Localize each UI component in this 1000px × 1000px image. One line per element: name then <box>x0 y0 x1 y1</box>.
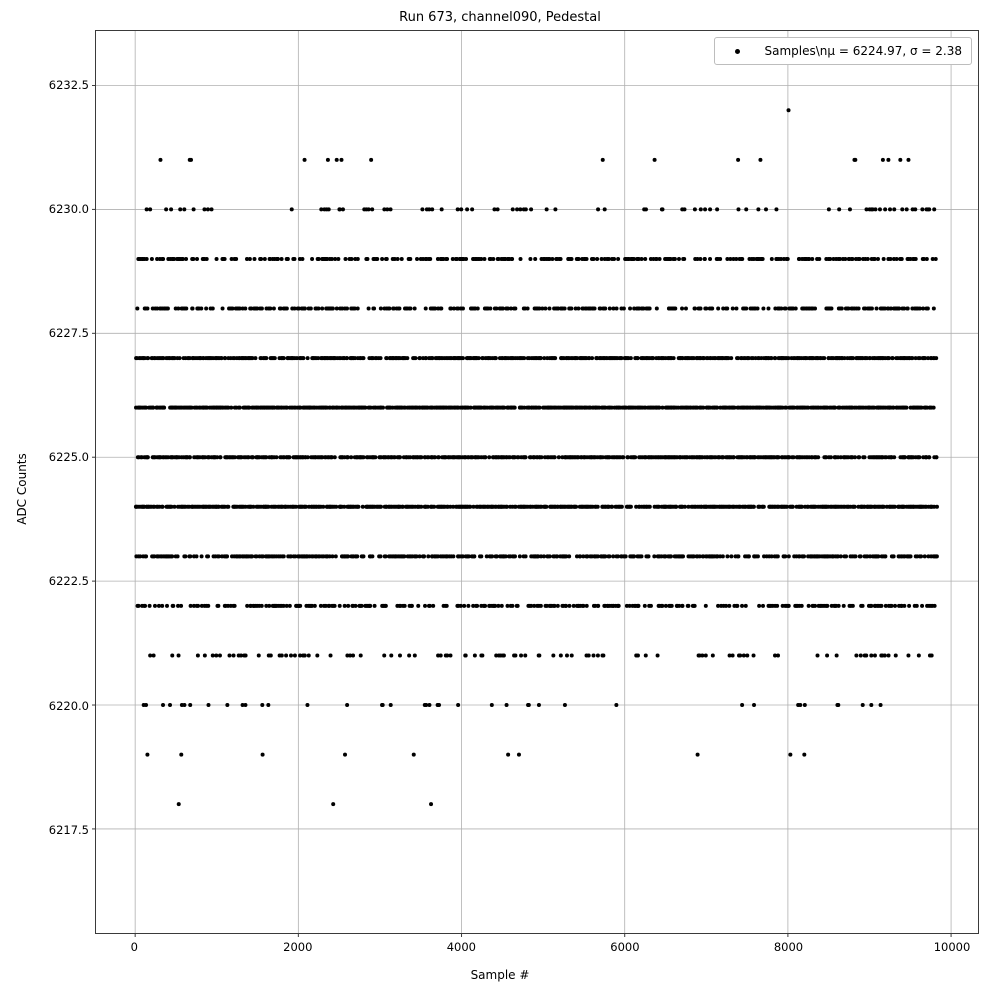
plot-area <box>95 30 979 934</box>
x-tick-label: 4000 <box>446 940 476 954</box>
x-axis-label: Sample # <box>470 968 530 982</box>
x-tick-label: 0 <box>130 940 138 954</box>
y-tick-label-group <box>25 30 89 934</box>
y-tick-label: 6227.5 <box>48 325 89 340</box>
y-tick-label: 6217.5 <box>48 822 89 837</box>
x-tick-label: 10000 <box>933 940 971 954</box>
x-tick-label: 8000 <box>773 940 804 954</box>
y-tick-label: 6220.0 <box>48 698 89 713</box>
y-tick-label: 6232.5 <box>48 77 89 92</box>
x-tick-label-group <box>95 940 979 958</box>
legend <box>714 37 972 65</box>
y-tick-label: 6230.0 <box>48 201 89 216</box>
y-axis-label: ADC Counts <box>15 453 29 525</box>
y-tick-label: 6222.5 <box>48 574 89 589</box>
chart-title: Run 673, channel090, Pedestal <box>399 10 601 25</box>
axis-tickmarks <box>96 31 978 933</box>
x-tick-label: 6000 <box>610 940 640 954</box>
x-tick-label: 2000 <box>283 940 313 954</box>
legend-marker-dot-icon <box>721 49 755 54</box>
y-tick-label: 6225.0 <box>48 450 89 465</box>
legend-label: Samples\nμ = 6224.97, σ = 2.38 <box>764 44 962 58</box>
